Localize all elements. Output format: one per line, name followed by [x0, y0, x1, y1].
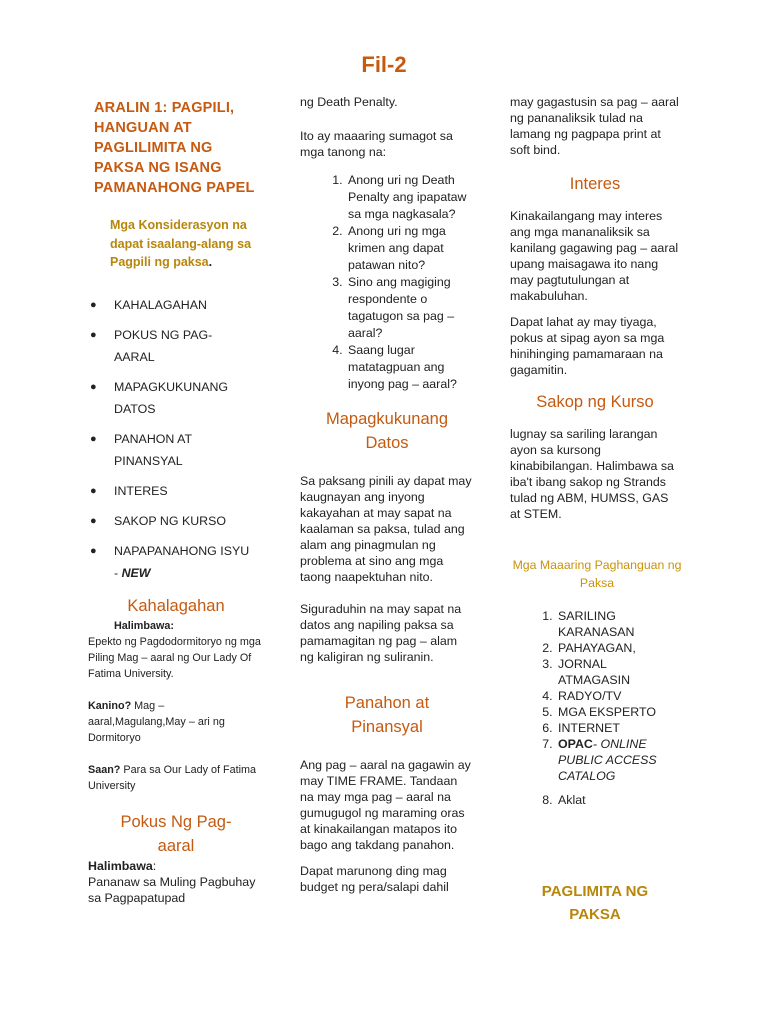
mapagkukunang-heading: Mapagkukunang Datos: [325, 410, 448, 452]
mapagkukunang-paragraph-1: Sa paksang pinili ay dapat may kaugnayan ang inyong kakayahan at may sapat na kaalaman sa paksa, tulad ang alam ang pinagmulan ng problema at sino ang mga taong naapektuhan nito.: [300, 474, 472, 584]
list-item: ● PANAHON AT PINANSYAL: [88, 428, 264, 472]
saan-text: Saan? Para sa Our Lady of Fatima University: [88, 763, 257, 792]
questions-list: [300, 172, 474, 393]
sakop-heading: Sakop ng Kurso: [536, 393, 654, 411]
list-item: 2. Anong uri ng mga krimen ang dapat patawan nito?: [346, 223, 474, 274]
mapagkukunang-paragraph-2: Siguraduhin na may sapat na datos ang napiling paksa sa pamamagitan ng pag – alam ng kaligiran ng suliranin.: [300, 602, 462, 664]
bullet-icon: ●: [90, 328, 97, 341]
bullet-icon: ●: [90, 298, 97, 311]
list-item: ● NAPAPANAHONG ISYU - NEW: [88, 540, 264, 584]
list-item: 1. Anong uri ng Death Penalty ang ipapataw sa mga nagkasala?: [346, 172, 474, 223]
sakop-paragraph: lugnay sa sariling larangan ayon sa kursong kinabibilangan. Halimbawa sa iba't ibang sakop ng Strands tulad ng ABM, HUMSS, GAS at STEM.: [510, 427, 674, 521]
list-item: 8. Aklat: [556, 792, 680, 808]
hanguan-heading: Mga Maaaring Paghanguan ng Paksa: [512, 558, 682, 590]
new-badge: NEW: [121, 565, 151, 580]
paglimita-heading: PAGLIMITA NG PAKSA: [541, 883, 649, 923]
list-item: 5. MGA EKSPERTO: [556, 704, 680, 720]
panahon-paragraph-1: Ang pag – aaral na gagawin ay may TIME FRAME. Tandaan na may mga pag – aaral na gumugugol ng maraming oras at kinakailangan matapos ito bago ang takdang panahon.: [300, 758, 471, 852]
considerations-heading: Mga Konsiderasyon na dapat isaalang-alang sa Pagpili ng paksa.: [110, 218, 252, 269]
list-item: ● KAHALAGAHAN: [88, 294, 264, 316]
halimbawa-text: Epekto ng Pagdodormitoryo ng mga Piling Mag – aaral ng Our Lady Of Fatima University.: [88, 635, 261, 680]
list-item: 3. JORNAL ATMAGASIN: [556, 656, 680, 688]
questions-intro: Ito ay maaaring sumagot sa mga tanong na:: [300, 129, 453, 159]
kanino-text: Kanino? Mag – aaral,Magulang,May – ari ng Dormitoryo: [88, 699, 225, 744]
bullet-icon: ●: [90, 514, 97, 527]
interes-paragraph-1: Kinakailangang may interes ang mga mananaliksik sa kanilang gagawing pag – aaral upang maisagawa ito nang may pagtutulungan at makabuluhan.: [510, 209, 679, 303]
considerations-list: [88, 294, 264, 584]
kahalagahan-heading: Kahalagahan: [127, 596, 225, 615]
list-item: 1. SARILING KARANASAN: [556, 608, 680, 640]
continued-text: may gagastusin sa pag – aaral ng pananaliksik tulad na lamang ng pagpapa print at soft bind.: [510, 95, 679, 157]
list-item: ● MAPAGKUKUNANG DATOS: [88, 376, 264, 420]
list-item: ● POKUS NG PAG-AARAL: [88, 324, 264, 368]
list-item: 3. Sino ang magiging respondente o tagatugon sa pag – aaral?: [346, 274, 474, 342]
bullet-icon: ●: [90, 484, 97, 497]
list-item: 6. INTERNET: [556, 720, 680, 736]
bullet-icon: ●: [90, 432, 97, 445]
pokus-text: Pananaw sa Muling Pagbuhay sa Pagpapatupad: [88, 874, 256, 905]
lesson-title: ARALIN 1: PAGPILI, HANGUAN AT PAGLILIMITA NG PAKSA NG ISANG PAMANAHONG PAPEL: [94, 100, 255, 196]
panahon-paragraph-2: Dapat marunong ding mag budget ng pera/salapi dahil: [300, 864, 449, 894]
sources-list: [510, 608, 680, 808]
column-3: [510, 94, 680, 926]
bullet-icon: ●: [90, 380, 97, 393]
list-item: 4. RADYO/TV: [556, 688, 680, 704]
list-item: ● SAKOP NG KURSO: [88, 510, 264, 532]
page-title: Fil-2: [361, 52, 407, 77]
column-1: [88, 94, 264, 906]
continued-text: ng Death Penalty.: [300, 95, 398, 109]
panahon-heading: Panahon at Pinansyal: [344, 694, 430, 736]
list-item: 7. OPAC- ONLINE PUBLIC ACCESS CATALOG: [556, 736, 680, 784]
list-item: ● INTERES: [88, 480, 264, 502]
column-2: [300, 94, 474, 895]
list-item: 4. Saang lugar matatagpuan ang inyong pag – aaral?: [346, 342, 474, 393]
list-item: 2. PAHAYAGAN,: [556, 640, 680, 656]
bullet-icon: ●: [90, 544, 97, 557]
pokus-heading: Pokus Ng Pag-aaral: [120, 812, 232, 855]
halimbawa-label: Halimbawa:: [114, 619, 174, 632]
interes-paragraph-2: Dapat lahat ay may tiyaga, pokus at sipag ayon sa mga hinihinging pamamaraan na gagamitin.: [510, 315, 665, 377]
pokus-halimbawa: Halimbawa:: [88, 858, 157, 873]
interes-heading: Interes: [569, 175, 621, 193]
